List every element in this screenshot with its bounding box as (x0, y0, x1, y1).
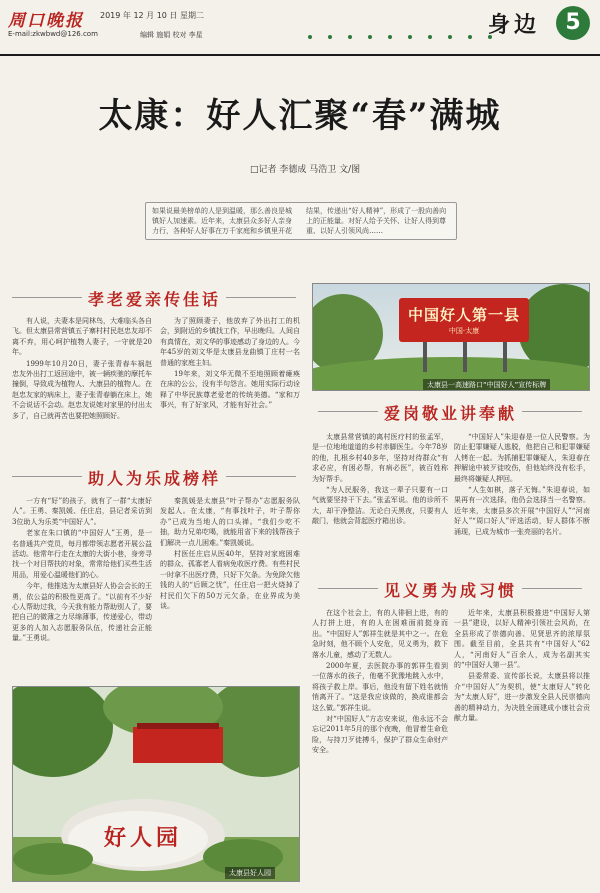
park-photo-illustration (13, 687, 300, 882)
paragraph: “为人民服务，我这一辈子只要有一口气就要坚持干下去。”张孟军说。他的诊所不大，却干净整洁。无论白天黑夜，只要有人敲门，他就会背起医疗箱出诊。 (312, 486, 448, 526)
divider (522, 588, 582, 589)
photo-good-people-park (12, 686, 300, 882)
section-title-3: 爱岗敬业讲奉献 (384, 404, 518, 423)
section-4-col-2 (454, 608, 590, 884)
divider (522, 411, 582, 412)
section-3-col-1 (312, 432, 448, 566)
photo-caption: 太康县一高速路口“中国好人”宣传标牌 (423, 379, 550, 391)
section-1-col-1 (12, 316, 152, 434)
section-3-col-2 (454, 432, 590, 566)
section-title-1: 孝老爱亲传佳话 (88, 290, 222, 309)
paragraph: 19年来，刘文华无微不至地照顾着瘫痪在床的公公，没有半句怨言。她用实际行动诠释了中华民族尊老爱老的传统美德。“家和万事兴，有了好家风，才能有好社会。” (160, 370, 300, 410)
photo-good-people-sign (312, 283, 590, 391)
paragraph: 1999年10月20日，妻子张青春车祸赵忠友外出打工返回途中，被一辆疾驰的摩托车撞倒，导致成为植物人、大康县的植物人。在赵忠友家的病床上，妻子张青春躺在床上，她不会说话不会动。赵忠友说她对家里的付出太多了，自己就再苦也要把她照顾好。 (12, 359, 152, 420)
page-number: 5 (556, 6, 590, 40)
divider (318, 411, 378, 412)
paragraph: 对“中国好人”方志安来说，他永远不会忘记2011年5月的那个夜晚，他冒着生命危险，与持刀歹徒搏斗，保护了群众生命财产安全。 (312, 715, 448, 755)
paragraph: 县委常委、宣传部长说，太康县将以推介“中国好人”为契机，使“太康好人”转化为“太康人好”，进一步激发全县人民崇德向善的精神动力，为决胜全面建成小康社会贡献力量。 (454, 672, 590, 723)
paragraph: 为了照顾妻子，他放弃了外出打工的机会，到附近的乡镇找工作，早出晚归。人间自有真情在，刘文华的事迹感动了身边的人。今年45岁的刘文华是太康县龙曲镇丁庄村一名普通的家庭主妇。 (160, 317, 300, 367)
email-line: E-mail:zkwbwd@126.com (8, 30, 98, 38)
intro-box: 如果说最美榜单的人是到温暖，那么善良是城镇好人加速素。近年来，太康县众多好人亲身力行，各种好人好事在万千家庭和乡镇里开花结果，传递出“好人精神”，形成了一股向善向上的正能量。对好人给予关怀、让好人得到尊重、以好人引领风尚…… (145, 202, 457, 240)
paragraph: 有人说，夫妻本是同林鸟，大难临头各自飞。但太康县常营镇五子寨村村民赵忠友却不离不弃，用心呵护植物人妻子，一守就是20年。 (12, 317, 152, 357)
divider (318, 588, 378, 589)
section-name: 身边 (488, 12, 541, 38)
section-1-col-2 (160, 316, 300, 434)
section-title-2: 助人为乐成榜样 (88, 469, 222, 488)
paragraph: “人生如棋，落子无悔。”朱迎春说，如果再有一次选择，他仍会选择当一名警察。近年来，太康县多次开展“中国好人”“河南好人”“周口好人”评选活动，好人群体不断涌现，已成为城市一张亮丽的名片。 (454, 486, 590, 536)
section-title-4: 见义勇为成习惯 (384, 581, 518, 600)
rock-text: 好人园 (103, 825, 182, 851)
paragraph: 2000年夏，去医院办事的郭祥生看到一位落水的孩子，他毫不犹豫地跳入水中，将孩子救上岸。事后，他没有留下姓名就悄悄离开了。“这是我应该做的，换成谁都会这么做。”郭祥生说。 (312, 662, 448, 712)
paper-name: 周口晚报 (8, 11, 84, 31)
divider (12, 476, 82, 477)
byline: □记者 李德成 马浩卫 文/图 (250, 165, 361, 175)
paragraph: 近年来，太康县积极推进“中国好人第一县”建设，以好人精神引领社会风尚，在全县形成了崇德向善、见贤思齐的浓厚氛围。截至目前，全县共有“中国好人”62人，“河南好人”百余人，成为名副其实的“中国好人第一县”。 (454, 609, 590, 670)
paragraph: 今年，他推选为太康县好人协会会长的王勇，依公益的积极性更高了。“以前有不少好心人帮助过我，今天我有能力帮助别人了，要把自己的微薄之力尽绵薄事，传递爱心，带动更多的人加入志愿服务队伍，传递社会正能量。”王勇说。 (12, 582, 152, 643)
paragraph: 秦凯媛是太康县“叶子帮办”志愿服务队发起人。在太康，“有事找叶子，叶子帮你办”已成为当地人的口头禅。“我们少吃不抽，助力兄弟吃喝，就能用省下来的钱帮孩子们解决一点儿困难。”秦凯媛说。 (160, 497, 300, 547)
masthead (0, 0, 600, 56)
paragraph: 在这个社会上，有的人徘徊上进，有的人打拼上进，有的人在困难面前挺身而出。“中国好人”郭祥生就是其中之一。在危急时刻，他不顾个人安危，见义勇为，救下落水儿童，感动了无数人。 (312, 609, 448, 659)
editor-line: 编辑 施娟 校对 李星 (140, 31, 203, 39)
sign-sub-text: 中国·太康 (448, 327, 480, 335)
divider (226, 297, 296, 298)
paragraph: 太康县常营镇的离村医疗村的张孟军，是一位地地道道的乡村赤脚医生。今年78岁的他，扎根乡村40多年，坚持对待群众“有求必应，有困必帮，有病必医”，被百姓称为好帮手。 (312, 433, 448, 483)
paragraph: 一方有“好”的孩子，就有了一群“太康好人”。王勇、秦凯媛、任庄启，县记者采访到3位助人为乐类“中国好人”。 (12, 497, 152, 526)
section-2-col-1 (12, 496, 152, 672)
paragraph: 老家在朱口镇的“中国好人”王勇，是一名普通共产党员，每月都带领志愿者开展公益活动。他常年行走在太康的大街小巷，身旁寻找一个对目帮扶的对象，常常给他们买些生活用品，用爱心温暖他们的心。 (12, 529, 152, 579)
divider (12, 297, 82, 298)
section-4-col-1 (312, 608, 448, 884)
date-line: 2019 年 12 月 10 日 星期二 (100, 11, 204, 20)
paragraph: 村医任庄启从医40年，坚持对家庭困难的群众、孤寡老人看病免收医疗费。有些村民一时拿不出医疗费，只好下欠条。为免除欠他钱的人的“后顾之忧”，任庄启一把火烧掉了村民们欠下的50万元欠条，在业界成为美谈。 (160, 550, 300, 611)
headline: 太康：好人汇聚“春”满城 (98, 96, 502, 136)
photo-caption: 太康县好人园 (225, 867, 275, 879)
sign-photo-illustration (313, 284, 590, 391)
divider (226, 476, 296, 477)
sign-text: 中国好人第一县 (407, 306, 520, 324)
section-2-col-2 (160, 496, 300, 672)
paragraph: “中国好人”朱迎春是一位人民警察。为防止犯罪嫌疑人逃脱，他把自己和犯罪嫌疑人铐在一起。为抓捕犯罪嫌疑人，朱迎春在押解途中被歹徒咬伤，但他始终没有松手，最终将嫌疑人押回。 (454, 433, 590, 483)
